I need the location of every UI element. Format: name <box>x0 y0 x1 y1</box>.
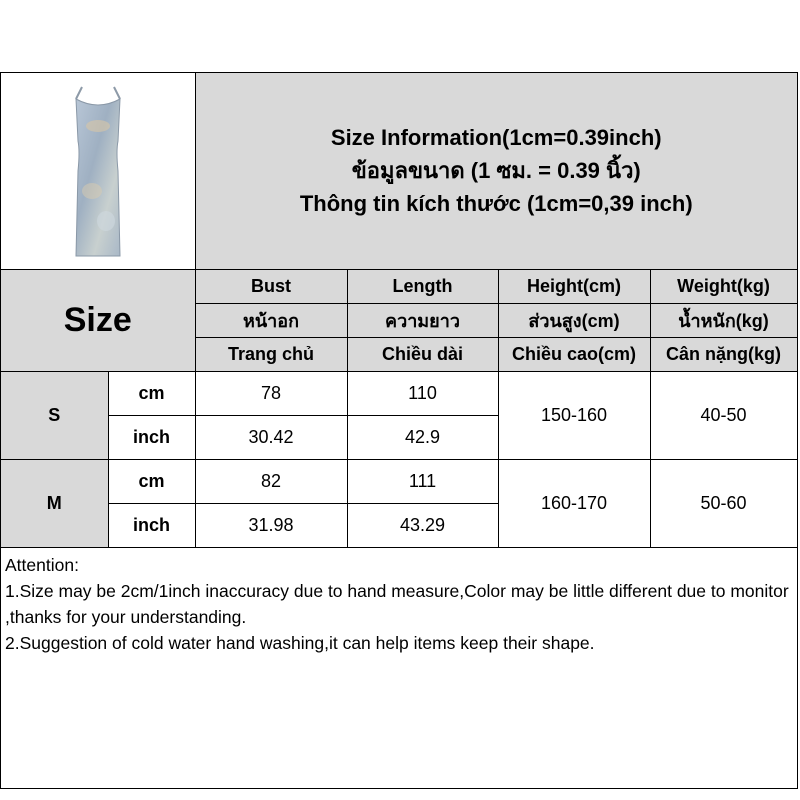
title-cell <box>195 73 797 269</box>
attention-notes <box>5 552 795 656</box>
header-length-th: ความยาว <box>347 303 498 337</box>
unit-inch: inch <box>108 503 195 547</box>
header-weight-vi: Cân nặng(kg) <box>650 337 797 371</box>
s-length-cm: 110 <box>347 371 498 415</box>
m-bust-cm: 82 <box>195 459 347 503</box>
notes-line-1: 1.Size may be 2cm/1inch inaccuracy due to hand measure,Color may be little different due to monitor ,thanks for your understanding. <box>5 581 789 627</box>
m-weight: 50-60 <box>650 459 797 547</box>
header-bust-vi: Trang chủ <box>195 337 347 371</box>
header-weight-en: Weight(kg) <box>650 269 797 303</box>
size-chart <box>0 72 798 789</box>
notes-line-2: 2.Suggestion of cold water hand washing,it can help items keep their shape. <box>5 633 595 653</box>
header-length-en: Length <box>347 269 498 303</box>
title-vi: Thông tin kích thước (1cm=0,39 inch) <box>299 191 693 217</box>
unit-inch: inch <box>108 415 195 459</box>
unit-cm: cm <box>108 371 195 415</box>
s-bust-inch: 30.42 <box>195 415 347 459</box>
unit-cm: cm <box>108 459 195 503</box>
size-header: Size <box>1 269 195 371</box>
title-th: ข้อมูลขนาด (1 ซม. = 0.39 นิ้ว) <box>351 158 641 184</box>
m-height: 160-170 <box>498 459 650 547</box>
header-bust-en: Bust <box>195 269 347 303</box>
header-weight-th: น้ำหนัก(kg) <box>650 303 797 337</box>
m-length-cm: 111 <box>347 459 498 503</box>
m-length-inch: 43.29 <box>347 503 498 547</box>
header-bust-th: หน้าอก <box>195 303 347 337</box>
title-en: Size Information(1cm=0.39inch) <box>330 125 662 151</box>
size-table <box>1 73 798 548</box>
dress-image <box>68 81 128 261</box>
s-length-inch: 42.9 <box>347 415 498 459</box>
s-bust-cm: 78 <box>195 371 347 415</box>
product-photo <box>1 73 195 269</box>
header-height-en: Height(cm) <box>498 269 650 303</box>
size-m-label: M <box>1 459 108 547</box>
header-height-th: ส่วนสูง(cm) <box>498 303 650 337</box>
notes-heading: Attention: <box>5 555 79 575</box>
s-height: 150-160 <box>498 371 650 459</box>
header-height-vi: Chiều cao(cm) <box>498 337 650 371</box>
m-bust-inch: 31.98 <box>195 503 347 547</box>
header-length-vi: Chiều dài <box>347 337 498 371</box>
size-s-label: S <box>1 371 108 459</box>
s-weight: 40-50 <box>650 371 797 459</box>
